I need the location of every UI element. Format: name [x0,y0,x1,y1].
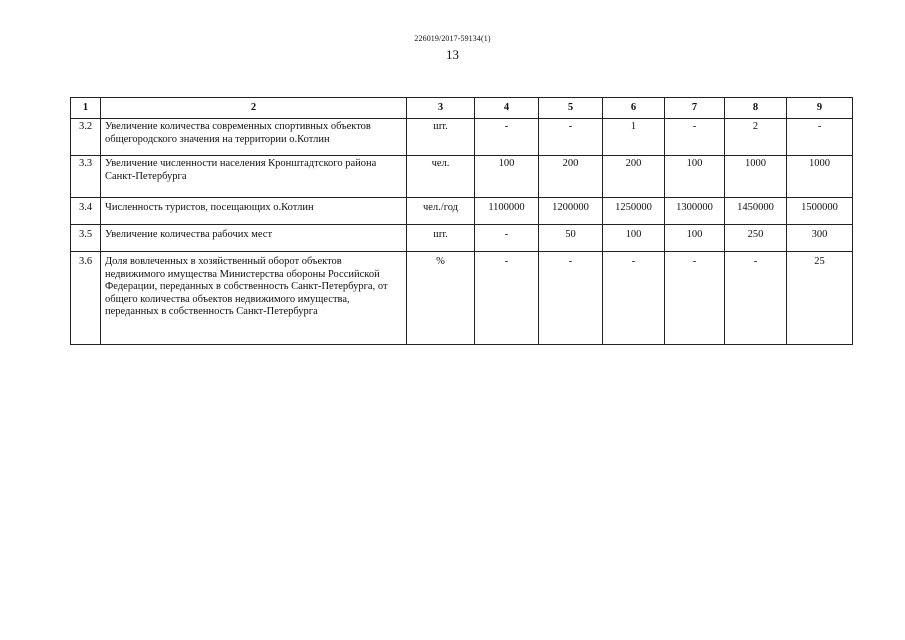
value-cell: 1300000 [665,198,725,225]
indicator-name: Увеличение количества рабочих мест [101,225,407,252]
row-number: 3.3 [71,156,101,198]
column-header: 7 [665,98,725,119]
value-cell: 1250000 [603,198,665,225]
unit-cell: % [407,252,475,345]
value-cell: 1000 [725,156,787,198]
value-cell: 1000 [787,156,853,198]
value-cell: - [475,252,539,345]
value-cell: 100 [665,225,725,252]
column-header: 4 [475,98,539,119]
value-cell: 250 [725,225,787,252]
table-row [71,225,853,252]
unit-cell: шт. [407,225,475,252]
column-header: 8 [725,98,787,119]
value-cell: 300 [787,225,853,252]
value-cell: 200 [539,156,603,198]
value-cell: - [539,252,603,345]
unit-cell: чел./год [407,198,475,225]
value-cell: 1200000 [539,198,603,225]
indicator-name: Доля вовлеченных в хозяйственный оборот объектов недвижимого имущества Министерства обороны Российской Федерации, переданных в собственность Санкт-Петербурга, от общего количества объектов недвижимого имущества, переданных в собственность Санкт-Петербурга [101,252,407,345]
table-row [71,156,853,198]
indicator-name: Увеличение численности населения Кронштадтского района Санкт-Петербурга [101,156,407,198]
column-header: 1 [71,98,101,119]
value-cell: 50 [539,225,603,252]
value-cell: 2 [725,119,787,156]
document-id: 226019/2017-59134(1) [414,34,491,43]
column-header: 3 [407,98,475,119]
unit-cell: чел. [407,156,475,198]
value-cell: 25 [787,252,853,345]
indicator-name: Численность туристов, посещающих о.Котлин [101,198,407,225]
table-header-row [71,98,853,119]
value-cell: 200 [603,156,665,198]
page-number: 13 [446,47,459,62]
value-cell: 100 [665,156,725,198]
row-number: 3.5 [71,225,101,252]
row-number: 3.6 [71,252,101,345]
column-header: 2 [101,98,407,119]
row-number: 3.2 [71,119,101,156]
column-header: 5 [539,98,603,119]
table-row [71,119,853,156]
value-cell: 1450000 [725,198,787,225]
indicators-table [70,97,853,345]
value-cell: - [665,119,725,156]
value-cell: - [603,252,665,345]
value-cell: - [475,119,539,156]
value-cell: 1 [603,119,665,156]
value-cell: 100 [475,156,539,198]
value-cell: - [539,119,603,156]
table-row [71,252,853,345]
value-cell: 100 [603,225,665,252]
value-cell: - [475,225,539,252]
row-number: 3.4 [71,198,101,225]
column-header: 6 [603,98,665,119]
value-cell: - [725,252,787,345]
column-header: 9 [787,98,853,119]
value-cell: - [665,252,725,345]
value-cell: - [787,119,853,156]
value-cell: 1500000 [787,198,853,225]
unit-cell: шт. [407,119,475,156]
table-row [71,198,853,225]
indicator-name: Увеличение количества современных спортивных объектов общегородского значения на территории о.Котлин [101,119,407,156]
value-cell: 1100000 [475,198,539,225]
